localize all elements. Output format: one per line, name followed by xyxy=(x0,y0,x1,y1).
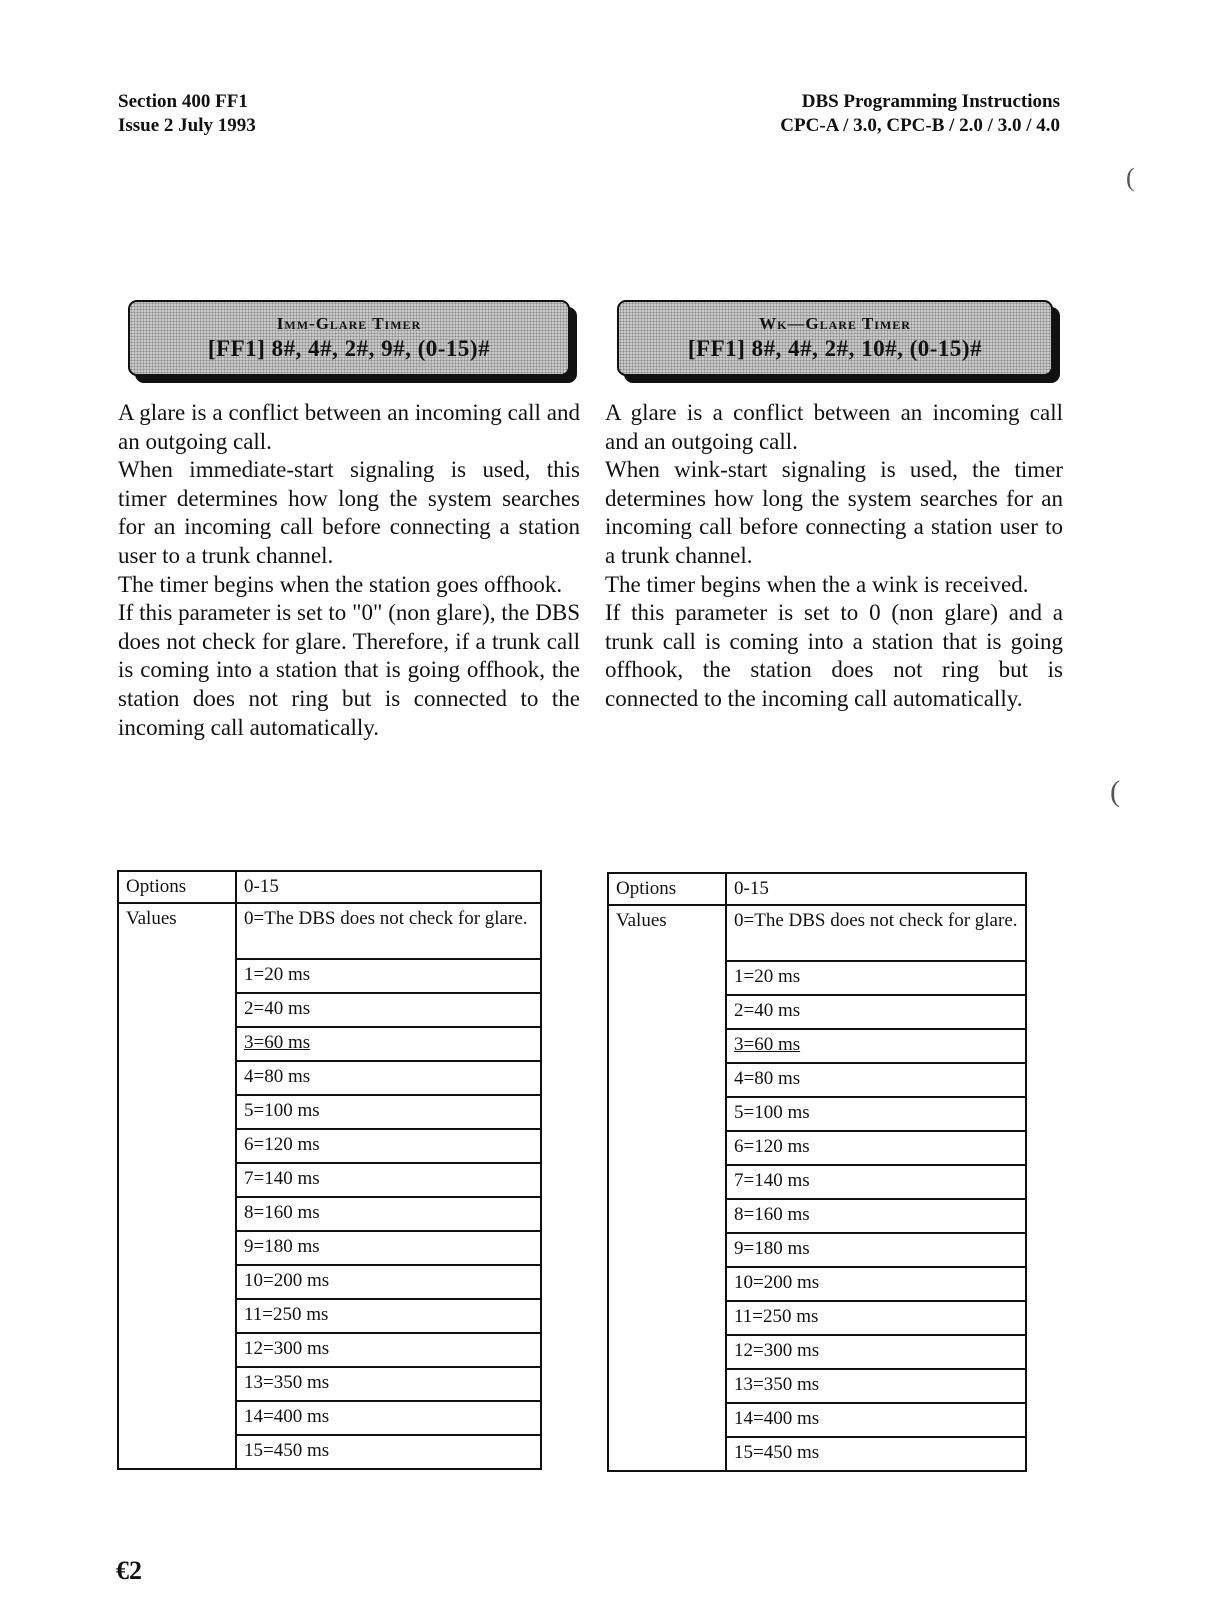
value-cell: 4=80 ms xyxy=(236,1061,541,1095)
paragraph: The timer begins when the a wink is received. xyxy=(605,571,1029,597)
header-left xyxy=(118,90,256,138)
value-cell: 7=140 ms xyxy=(726,1165,1026,1199)
paragraph: When immediate-start signaling is used, this timer determines how long the system searches for an incoming call before connecting a station user to a trunk channel. xyxy=(118,457,580,568)
doc-title: DBS Programming Instructions xyxy=(801,91,1060,112)
paragraph: A glare is a conflict between an incoming call and an outgoing call. xyxy=(118,400,580,454)
value-cell: 8=160 ms xyxy=(726,1199,1026,1233)
wk-glare-title: Wk—Glare Timer xyxy=(759,314,911,333)
value-cell: 11=250 ms xyxy=(236,1299,541,1333)
default-value: 3=60 ms xyxy=(734,1034,801,1055)
header-right xyxy=(780,90,1060,138)
doc-version: CPC-A / 3.0, CPC-B / 2.0 / 3.0 / 4.0 xyxy=(780,115,1060,136)
value-cell: 0=The DBS does not check for glare. xyxy=(236,903,541,959)
value-cell: 9=180 ms xyxy=(726,1233,1026,1267)
value-cell: 1=20 ms xyxy=(726,961,1026,995)
imm-glare-code: [FF1] 8#, 4#, 2#, 9#, (0-15)# xyxy=(207,336,491,361)
issue-label: Issue 2 July 1993 xyxy=(118,115,256,136)
paragraph: If this parameter is set to "0" (non glare), the DBS does not check for glare. Therefore, if a trunk call is coming into a station that is going offhook, the station does not ring but is connected to the incoming call automatically. xyxy=(118,600,580,740)
value-cell: 10=200 ms xyxy=(726,1267,1026,1301)
value-cell-default xyxy=(236,1027,541,1061)
paragraph: If this parameter is set to 0 (non glare) and a trunk call is coming into a station that is going offhook, the station does not ring but is connected to the incoming call automatically. xyxy=(605,600,1063,711)
paragraph: When wink-start signaling is used, the timer determines how long the system searches for an incoming call before connecting a station user to a trunk channel. xyxy=(605,457,1063,568)
table-row xyxy=(118,903,541,959)
wk-glare-code: [FF1] 8#, 4#, 2#, 10#, (0-15)# xyxy=(687,336,983,361)
default-value: 3=60 ms xyxy=(244,1032,311,1053)
value-cell: 9=180 ms xyxy=(236,1231,541,1265)
value-cell: 1=20 ms xyxy=(236,959,541,993)
page-number: €2 xyxy=(116,1556,142,1585)
options-label: Options xyxy=(608,873,726,905)
values-label: Values xyxy=(608,905,726,1471)
imm-glare-title: Imm-Glare Timer xyxy=(276,314,422,333)
wk-glare-table xyxy=(607,872,1027,1472)
value-cell: 12=300 ms xyxy=(726,1335,1026,1369)
value-cell: 15=450 ms xyxy=(236,1435,541,1469)
value-cell: 14=400 ms xyxy=(236,1401,541,1435)
value-cell-default xyxy=(726,1029,1026,1063)
imm-glare-table xyxy=(117,870,542,1470)
margin-mark-mid: ( xyxy=(1110,775,1120,808)
wk-glare-banner xyxy=(617,300,1053,376)
margin-mark-top: ( xyxy=(1126,163,1135,192)
value-cell: 7=140 ms xyxy=(236,1163,541,1197)
paragraph: The timer begins when the station goes offhook. xyxy=(118,571,563,597)
values-label: Values xyxy=(118,903,236,1469)
value-cell: 4=80 ms xyxy=(726,1063,1026,1097)
value-cell: 15=450 ms xyxy=(726,1437,1026,1471)
value-cell: 13=350 ms xyxy=(726,1369,1026,1403)
value-cell: 0=The DBS does not check for glare. xyxy=(726,905,1026,961)
value-cell: 2=40 ms xyxy=(726,995,1026,1029)
table-row xyxy=(608,873,1026,905)
imm-glare-banner xyxy=(128,300,570,376)
value-cell: 10=200 ms xyxy=(236,1265,541,1299)
value-cell: 12=300 ms xyxy=(236,1333,541,1367)
value-cell: 8=160 ms xyxy=(236,1197,541,1231)
options-value: 0-15 xyxy=(236,871,541,903)
section-label: Section 400 FF1 xyxy=(118,91,248,112)
value-cell: 14=400 ms xyxy=(726,1403,1026,1437)
value-cell: 5=100 ms xyxy=(726,1097,1026,1131)
table-row xyxy=(118,871,541,903)
table-row xyxy=(608,905,1026,961)
value-cell: 6=120 ms xyxy=(726,1131,1026,1165)
options-value: 0-15 xyxy=(726,873,1026,905)
value-cell: 13=350 ms xyxy=(236,1367,541,1401)
options-label: Options xyxy=(118,871,236,903)
paragraph: A glare is a conflict between an incoming call and an outgoing call. xyxy=(605,400,1063,454)
value-cell: 5=100 ms xyxy=(236,1095,541,1129)
wk-glare-description xyxy=(605,399,1063,714)
imm-glare-description xyxy=(118,399,580,742)
value-cell: 11=250 ms xyxy=(726,1301,1026,1335)
value-cell: 2=40 ms xyxy=(236,993,541,1027)
value-cell: 6=120 ms xyxy=(236,1129,541,1163)
